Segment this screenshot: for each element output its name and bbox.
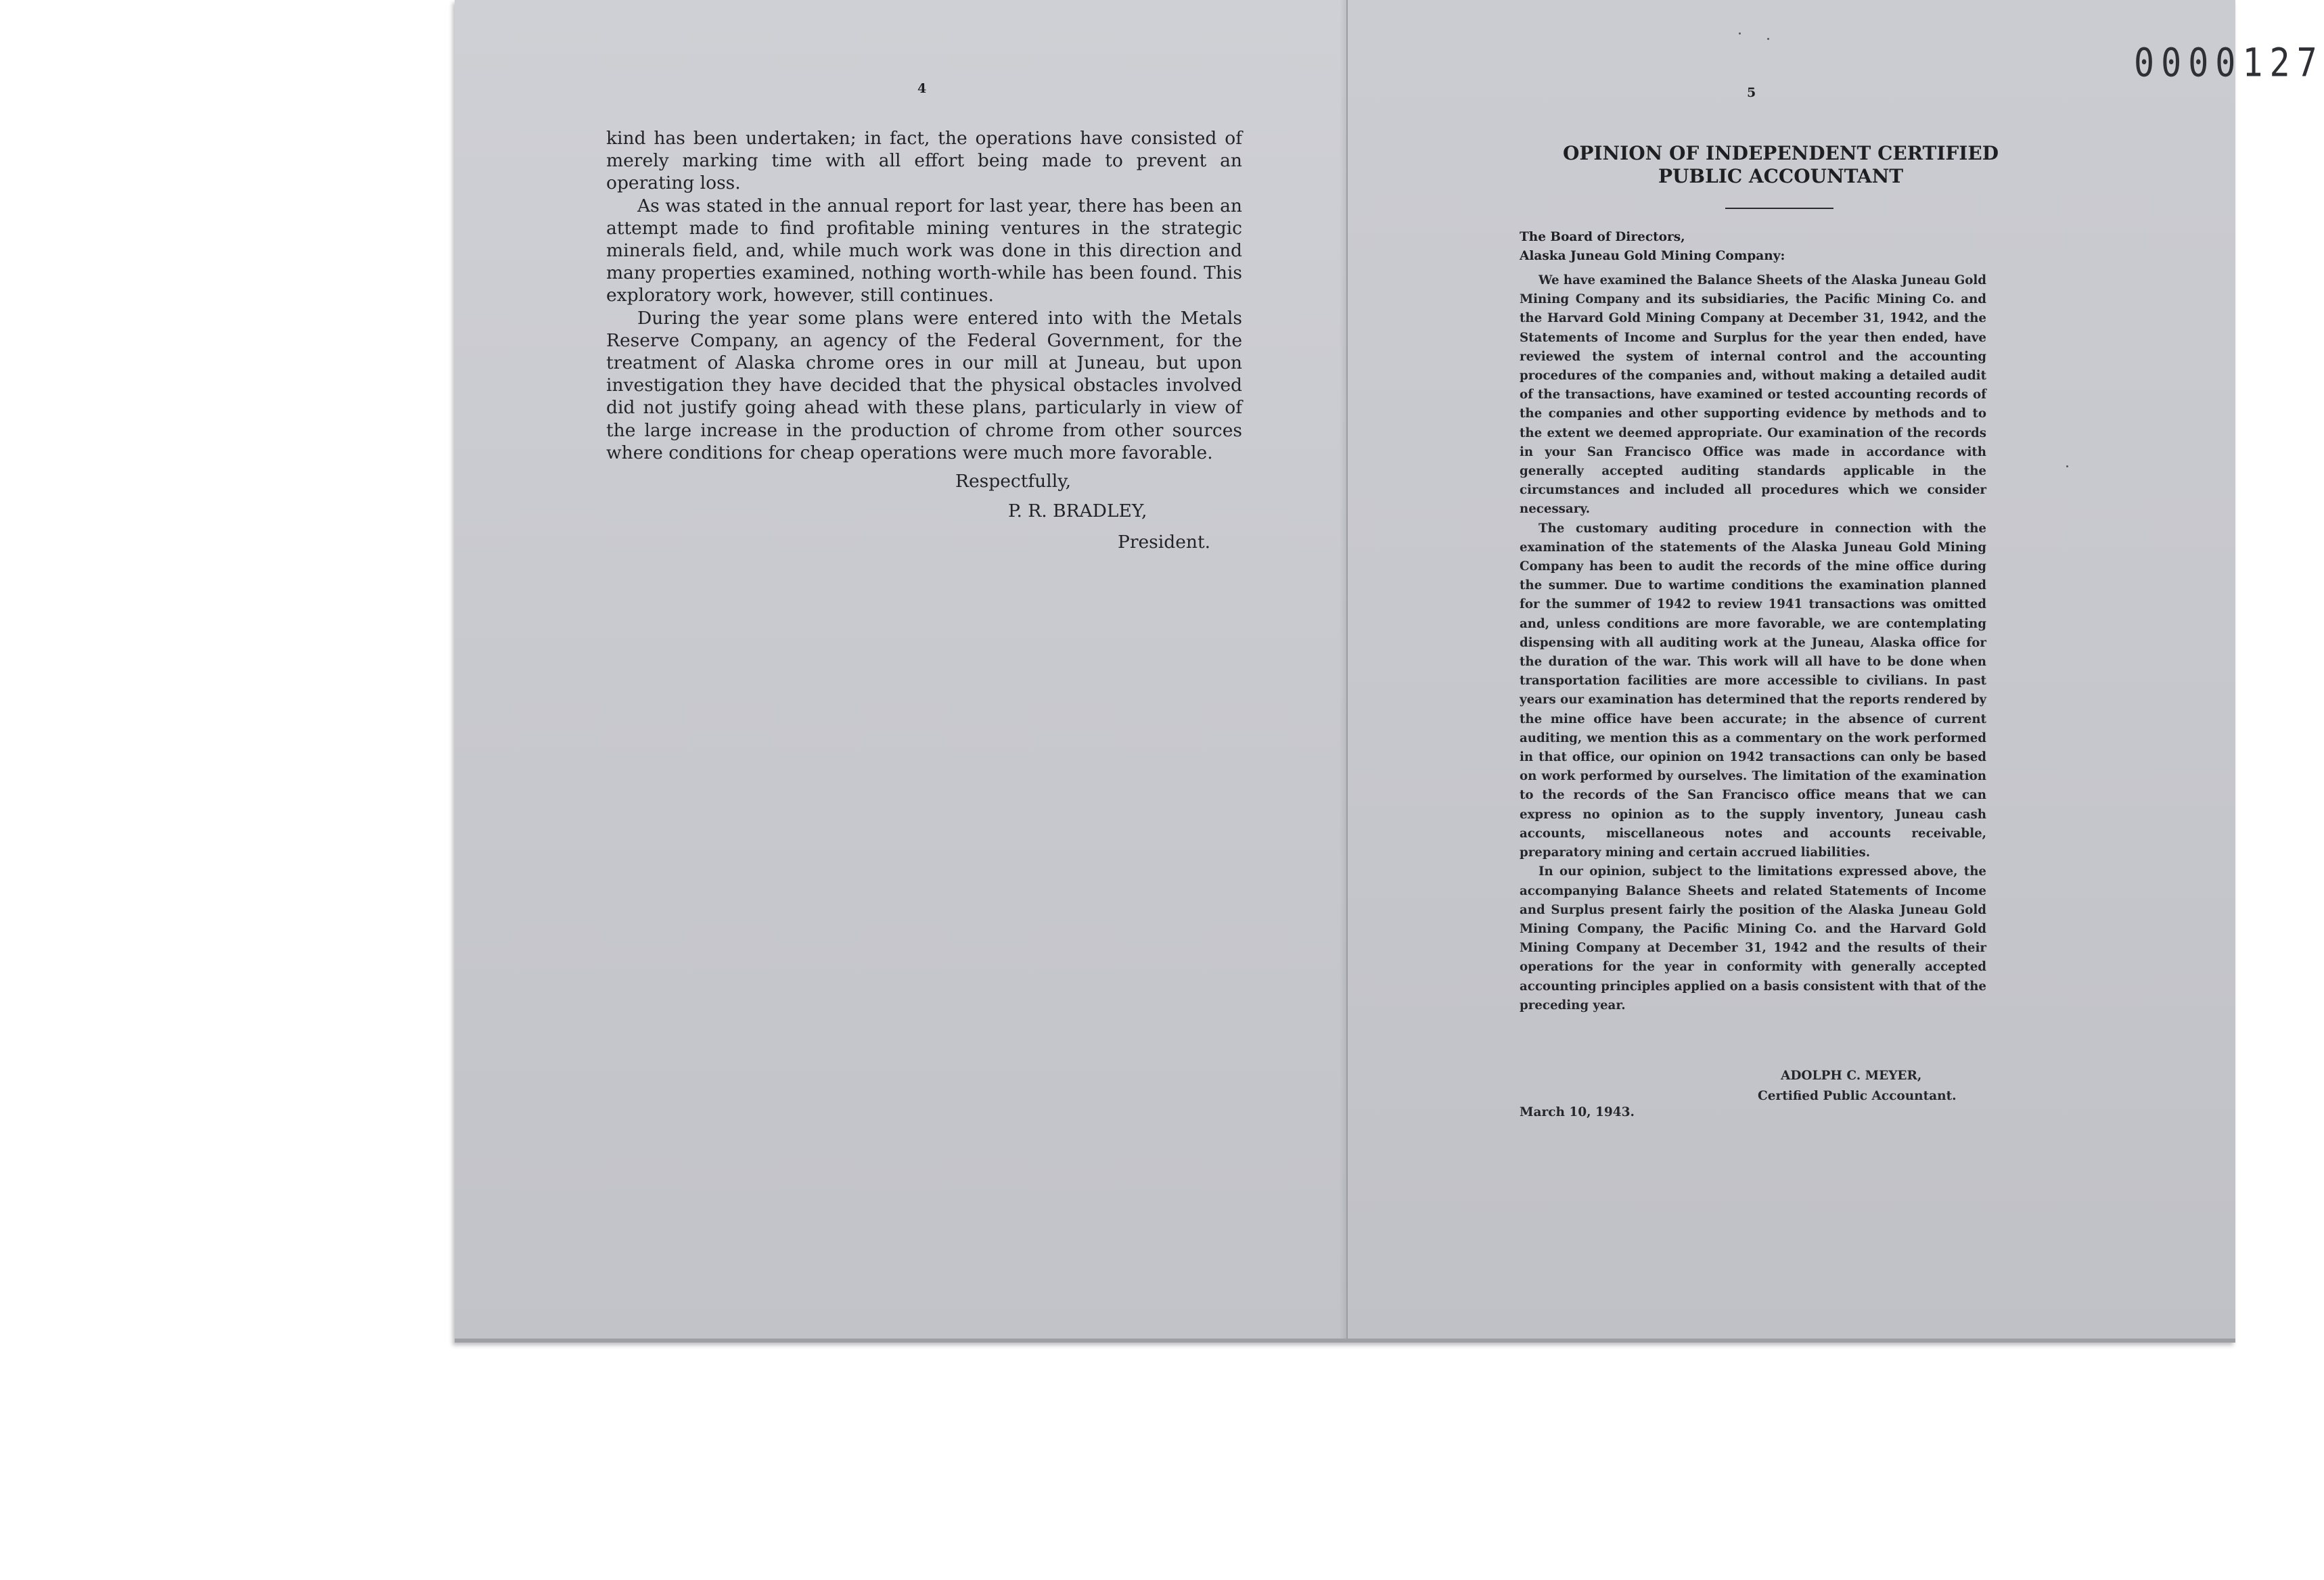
report-title bbox=[1483, 142, 2078, 188]
report-title-line-1: OPINION OF INDEPENDENT CERTIFIED bbox=[1562, 142, 1999, 164]
opinion-paragraph-2: The customary auditing procedure in connection with the examination of the statements of the Alaska Juneau Gold Mining Company has been to audit the records of the mine office during the summer. Due to wartime conditions the examination planned for the summer of 1942 to review 1941 transactions was omitted and, unless conditions are more favorable, we are contemplating dispensing with all auditing work at the Juneau, Alaska office for the duration of the war. This work will all have to be done when transportation facilities are more accessible to civilians. In past years our examination has determined that the reports rendered by the mine office have been accurate; in the absence of current auditing, we mention this as a commentary on the work performed in that office, our opinion on 1942 transactions can only be based on work performed by ourselves. The limitation of the examination to the records of the San Francisco office means that we can express no opinion as to the supply inventory, Juneau cash accounts, miscellaneous notes and accounts receivable, preparatory mining and certain accrued liabilities. bbox=[1520, 521, 1986, 860]
left-paragraph-2: As was stated in the annual report for last year, there has been an attempt made to find profitable mining ventures in the strategic minerals field, and, while much work was done in this direction and many properties examined, nothing worth-while has been found. This exploratory work, however, still continues. bbox=[606, 195, 1242, 306]
left-page bbox=[455, 0, 1348, 1343]
page-bottom-edge bbox=[455, 1339, 2235, 1343]
addressee-line-2: Alaska Juneau Gold Mining Company: bbox=[1520, 249, 1785, 263]
right-page-number: 5 bbox=[1747, 85, 1757, 100]
accountant-title: Certified Public Accountant. bbox=[1758, 1089, 1957, 1103]
scan-speck bbox=[2066, 465, 2068, 467]
report-date: March 10, 1943. bbox=[1520, 1105, 1635, 1119]
title-divider bbox=[1725, 208, 1833, 209]
right-page bbox=[1348, 0, 2324, 1343]
president-title: President. bbox=[1118, 532, 1211, 553]
open-booklet-spread bbox=[455, 0, 2324, 1343]
addressee-block bbox=[1520, 228, 1785, 266]
addressee-line-1: The Board of Directors, bbox=[1520, 230, 1685, 244]
left-page-body bbox=[606, 127, 1242, 464]
accountant-name: ADOLPH C. MEYER, bbox=[1781, 1069, 1922, 1083]
document-stamp-number: 0000127 bbox=[2134, 40, 2324, 86]
scan-speck bbox=[1739, 32, 1741, 34]
opinion-paragraph-3: In our opinion, subject to the limitations expressed above, the accompanying Balance Sheets and related Statements of Income and Surplus present fairly the position of the Alaska Juneau Gold Mining Company, the Pacific Mining Co. and the Harvard Gold Mining Company at December 31, 1942 and the results of their operations for the year in conformity with generally accepted accounting principles applied on a basis consistent with that of the preceding year. bbox=[1520, 864, 1986, 1013]
auditor-opinion-body bbox=[1520, 271, 1986, 1015]
opinion-paragraph-1: We have examined the Balance Sheets of the Alaska Juneau Gold Mining Company and its subsidiaries, the Pacific Mining Co. and the Harvard Gold Mining Company at December 31, 1942, and the Statements of Income and Surplus for the year then ended, have reviewed the system of internal control and the accounting procedures of the companies and, without making a detailed audit of the transactions, have examined or tested accounting records of the companies and other supporting evidence by methods and to the extent we deemed appropriate. Our examination of the records in your San Francisco Office was made in accordance with generally accepted auditing standards applicable in the circumstances and included all procedures which we consider necessary. bbox=[1520, 273, 1986, 517]
president-signature-name: P. R. BRADLEY, bbox=[1008, 501, 1147, 521]
report-title-line-2: PUBLIC ACCOUNTANT bbox=[1658, 165, 1904, 187]
scan-speck bbox=[1767, 38, 1769, 40]
left-paragraph-3: During the year some plans were entered into with the Metals Reserve Company, an agency of the Federal Government, for the treatment of Alaska chrome ores in our mill at Juneau, but upon investigation they have decided that the physical obstacles involved did not justify going ahead with these plans, particularly in view of the large increase in the production of chrome from other sources where conditions for cheap operations were much more favorable. bbox=[606, 307, 1242, 463]
closing-salutation: Respectfully, bbox=[955, 471, 1072, 492]
left-paragraph-1: kind has been undertaken; in fact, the operations have consisted of merely marking time with all effort being made to prevent an operating loss. bbox=[606, 128, 1242, 194]
left-page-number: 4 bbox=[917, 81, 928, 96]
